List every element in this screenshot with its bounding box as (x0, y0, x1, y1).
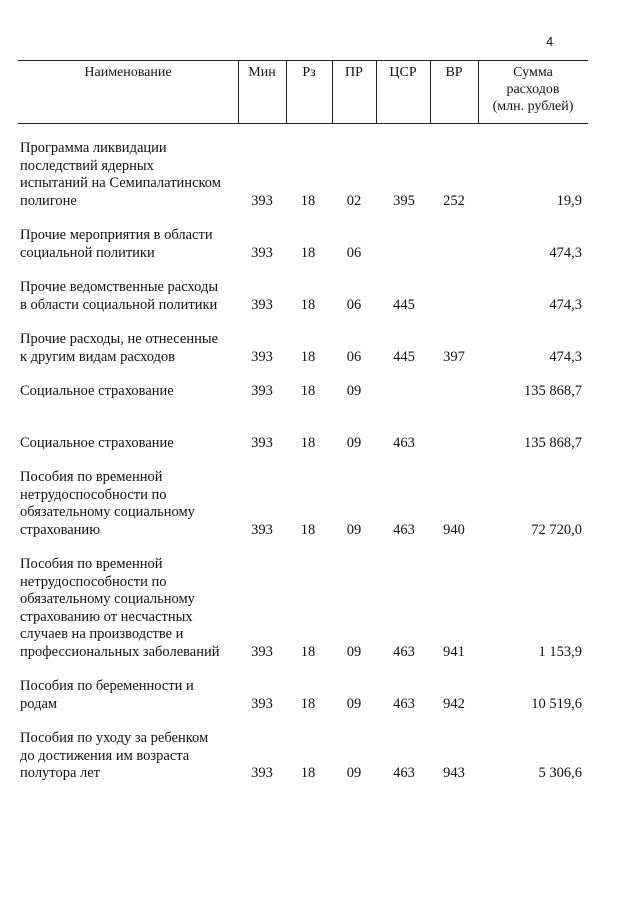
row-pr: 06 (346, 244, 362, 261)
row-pr: 09 (346, 765, 362, 781)
row-pr: 09 (346, 383, 362, 399)
table-row (20, 730, 586, 783)
table-row (20, 331, 586, 366)
row-sum: 135 868,7 (524, 383, 582, 399)
header-min: Мин (248, 65, 276, 80)
row-pr: 09 (346, 695, 362, 712)
row-sum: 1 153,9 (538, 643, 582, 660)
row-name: Программа ликвидации последствий ядерных испытаний на Семипалатинском полигоне (20, 140, 221, 209)
row-rz: 18 (300, 521, 316, 538)
row-min: 393 (251, 348, 273, 365)
row-csr: 463 (393, 434, 415, 451)
row-vr: 942 (443, 695, 465, 712)
header-csr: ЦСР (389, 65, 417, 80)
table-row (20, 469, 586, 539)
table-row (20, 227, 586, 262)
row-name: Пособия по уходу за ребенком до достижения им возраста полутора лет (20, 730, 209, 781)
row-sum: 474,3 (549, 244, 582, 261)
row-name: Прочие ведомственные расходы в области социальной политики (20, 279, 219, 313)
row-min: 393 (251, 192, 273, 209)
row-sum: 474,3 (549, 296, 582, 313)
row-name: Пособия по временной нетрудоспособности по обязательному социальному страхованию от несчастных случаев на производстве и профессиональных заболеваний (20, 556, 220, 660)
header-sum: Сумма расходов (млн. рублей) (492, 65, 574, 114)
row-rz: 18 (300, 244, 316, 261)
row-pr: 09 (346, 643, 362, 660)
table-row (20, 435, 586, 453)
row-sum: 5 306,6 (538, 765, 582, 781)
row-pr: 06 (346, 296, 362, 313)
row-csr: 463 (393, 521, 415, 538)
row-rz: 18 (300, 643, 316, 660)
row-min: 393 (251, 695, 273, 712)
row-sum: 19,9 (556, 192, 582, 209)
row-csr: 463 (393, 643, 415, 660)
row-vr: 940 (443, 521, 465, 538)
row-name: Пособия по временной нетрудоспособности по обязательному социальному страхованию (20, 469, 195, 538)
row-sum: 72 720,0 (531, 521, 582, 538)
row-name: Прочие мероприятия в области социальной политики (20, 227, 213, 261)
table-body (20, 140, 586, 783)
row-name: Прочие расходы, не отнесенные к другим видам расходов (20, 331, 219, 365)
row-name: Пособия по беременности и родам (20, 678, 194, 712)
row-pr: 09 (346, 521, 362, 538)
row-sum: 135 868,7 (524, 434, 582, 451)
row-min: 393 (251, 383, 273, 399)
row-csr: 395 (393, 192, 415, 209)
row-rz: 18 (300, 192, 316, 209)
header-pr: ПР (345, 65, 363, 80)
row-csr: 445 (393, 296, 415, 313)
row-min: 393 (251, 643, 273, 660)
header-rz: Рз (302, 65, 316, 80)
row-rz: 18 (300, 434, 316, 451)
table-row (20, 140, 586, 210)
row-min: 393 (251, 521, 273, 538)
row-csr: 463 (393, 695, 415, 712)
table-row (20, 556, 586, 661)
row-sum: 10 519,6 (531, 695, 582, 712)
table-header (18, 60, 588, 124)
row-rz: 18 (300, 765, 316, 781)
row-vr: 941 (443, 643, 465, 660)
table-row (20, 279, 586, 314)
row-pr: 06 (346, 348, 362, 365)
row-vr: 252 (443, 192, 465, 209)
table-row (20, 678, 586, 713)
row-min: 393 (251, 434, 273, 451)
row-sum: 474,3 (549, 348, 582, 365)
row-vr: 943 (443, 765, 465, 781)
row-name: Социальное страхование (20, 383, 174, 399)
row-rz: 18 (300, 348, 316, 365)
row-pr: 02 (346, 192, 362, 209)
header-name: Наименование (84, 65, 172, 80)
row-min: 393 (251, 296, 273, 313)
row-min: 393 (251, 765, 273, 781)
header-vr: ВР (445, 65, 463, 80)
row-pr: 09 (346, 434, 362, 451)
row-csr: 463 (393, 765, 415, 781)
page-number: 4 (546, 34, 554, 49)
row-rz: 18 (300, 695, 316, 712)
row-rz: 18 (300, 383, 316, 399)
row-name: Социальное страхование (20, 434, 174, 451)
table-row (20, 383, 586, 401)
row-vr: 397 (443, 348, 465, 365)
row-rz: 18 (300, 296, 316, 313)
row-csr: 445 (393, 348, 415, 365)
row-min: 393 (251, 244, 273, 261)
